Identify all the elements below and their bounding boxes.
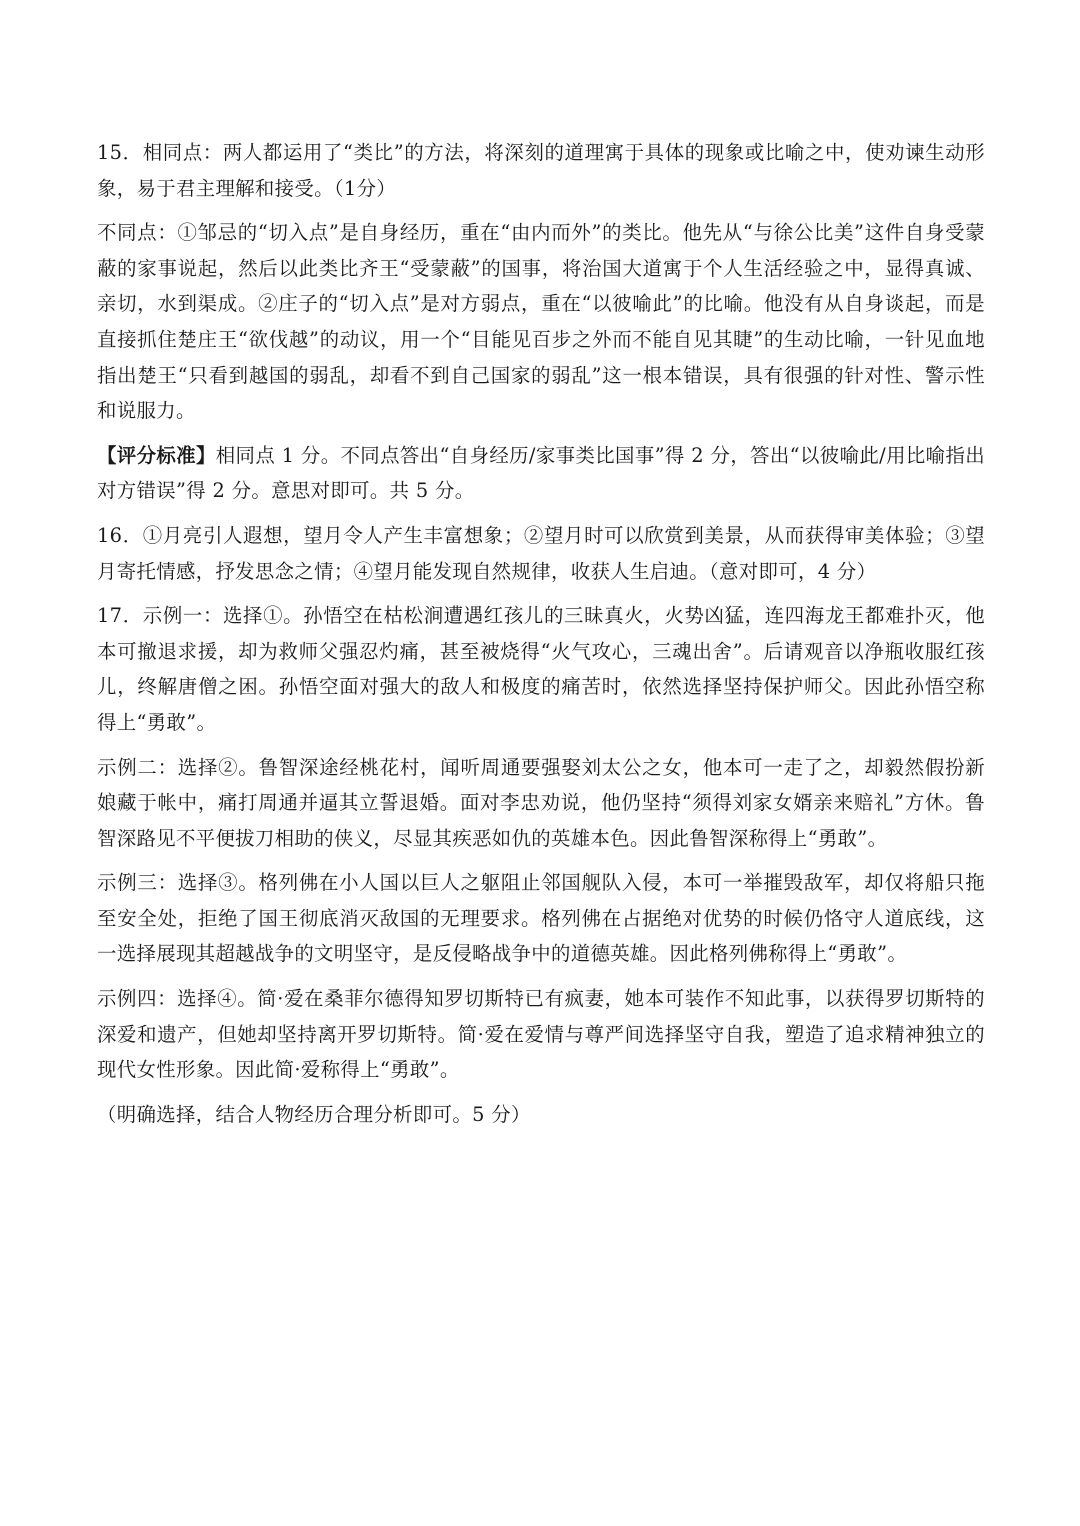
q17-example-3: 示例三：选择③。格列佛在小人国以巨人之躯阻止邻国舰队入侵，本可一举摧毁敌军，却仅将船只拖至安全处，拒绝了国王彻底消灭敌国的无理要求。格列佛在占据绝对优势的时候仍恪守人道底线，这一选择展现其超越战争的文明坚守，是反侵略战争中的道德英雄。因此格列佛称得上“勇敢”。 [97, 871, 985, 966]
q17-scoring-note: （明确选择，结合人物经历合理分析即可。5 分） [97, 1102, 531, 1126]
scoring-standard-text: 相同点 1 分。不同点答出“自身经历/家事类比国事”得 2 分，答出“以彼喻此/用比喻指出对方错误”得 2 分。意思对即可。共 5 分。 [97, 443, 985, 503]
q15-scoring-standard [97, 438, 985, 509]
q15-same-point: 15．相同点：两人都运用了“类比”的方法，将深刻的道理寓于具体的现象或比喻之中，使劝谏生动形象，易于君主理解和接受。（1分） [97, 141, 985, 200]
q17-example-2: 示例二：选择②。鲁智深途经桃花村，闻听周通要强娶刘太公之女，他本可一走了之，却毅然假扮新娘藏于帐中，痛打周通并逼其立誓退婚。面对李忠劝说，他仍坚持“须得刘家女婿亲来赔礼”方休。鲁智深路见不平便拔刀相助的侠义，尽显其疾恶如仇的英雄本色。因此鲁智深称得上“勇敢”。 [97, 755, 985, 850]
q15-different-point: 不同点：①邹忌的“切入点”是自身经历，重在“由内而外”的类比。他先从“与徐公比美”这件自身受蒙蔽的家事说起，然后以此类比齐王“受蒙蔽”的国事，将治国大道寓于个人生活经验之中，显得真诚、亲切，水到渠成。②庄子的“切入点”是对方弱点，重在“以彼喻此”的比喻。他没有从自身谈起，而是直接抓住楚庄王“欲伐越”的动议，用一个“目能见百步之外而不能自见其睫”的生动比喻，一针见血地指出楚王“只看到越国的弱乱，却看不到自己国家的弱乱”这一根本错误，具有很强的针对性、警示性和说服力。 [97, 221, 985, 423]
scoring-standard-label: 【评分标准】 [97, 443, 216, 467]
q17-example-1: 17．示例一：选择①。孙悟空在枯松涧遭遇红孩儿的三昧真火，火势凶猛，连四海龙王都难扑灭，他本可撤退求援，却为救师父强忍灼痛，甚至被烧得“火气攻心，三魂出舍”。后请观音以净瓶收服红孩儿，终解唐僧之困。孙悟空面对强大的敌人和极度的痛苦时，依然选择坚持保护师父。因此孙悟空称得上“勇敢”。 [97, 604, 985, 734]
q17-example-4: 示例四：选择④。简·爱在桑菲尔德得知罗切斯特已有疯妻，她本可装作不知此事，以获得罗切斯特的深爱和遗产，但她却坚持离开罗切斯特。简·爱在爱情与尊严间选择坚守自我，塑造了追求精神独立的现代女性形象。因此简·爱称得上“勇敢”。 [97, 987, 985, 1082]
answer-page [97, 135, 985, 1132]
q16-answer: 16．①月亮引人遐想，望月令人产生丰富想象；②望月时可以欣赏到美景，从而获得审美体验；③望月寄托情感，抒发思念之情；④望月能发现自然规律，收获人生启迪。（意对即可，4 分） [97, 523, 985, 583]
